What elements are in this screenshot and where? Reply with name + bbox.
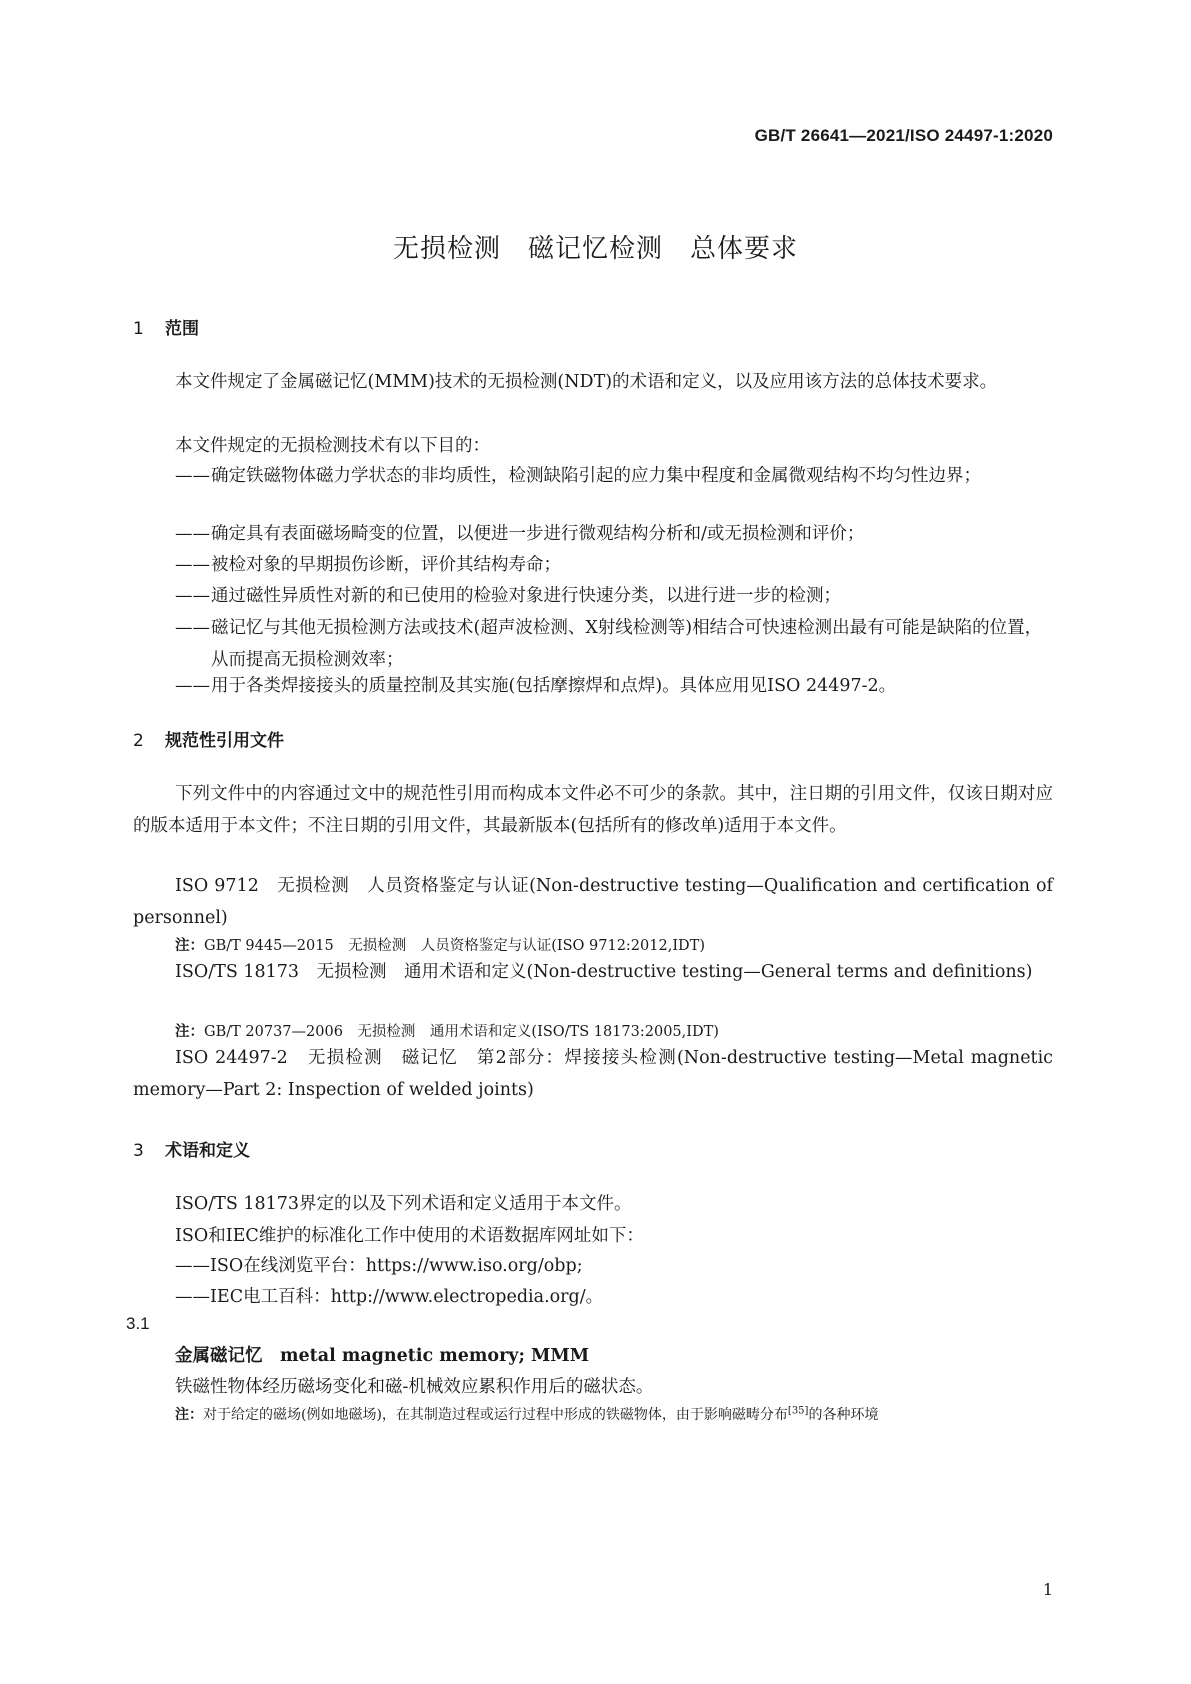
purpose-item-text: 确定具有表面磁场畸变的位置，以便进一步进行微观结构分析和/或无损检测和评价； (211, 524, 865, 544)
citation-ref: [35] (787, 1405, 809, 1417)
section-2-heading (133, 726, 284, 751)
standard-code: GB/T 26641—2021/ISO 24497-1:2020 (754, 126, 1053, 145)
dash-marker: —— (175, 524, 210, 544)
purpose-item-2 (175, 518, 1053, 550)
note-text-b: 的各种环境 (808, 1407, 879, 1423)
term-definition: 铁磁性物体经历磁场变化和磁-机械效应累积作用后的磁状态。 (175, 1377, 654, 1397)
purpose-item-text: 确定铁磁物体磁力学状态的非均质性，检测缺陷引起的应力集中程度和金属微观结构不均匀性边界； (211, 466, 981, 486)
section-3-title: 术语和定义 (165, 1141, 250, 1161)
dash-marker: —— (175, 618, 210, 638)
purpose-item-4 (175, 580, 1053, 612)
dash-marker: —— (175, 1256, 210, 1276)
section-1-heading (133, 314, 199, 339)
normative-reference-1: ISO 9712 无损检测 人员资格鉴定与认证(Non-destructive testing—Qualification and certification of personnel) (133, 876, 1053, 928)
note-text-a: 对于给定的磁场(例如地磁场)，在其制造过程或运行过程中形成的铁磁物体，由于影响磁畴分布 (203, 1407, 788, 1423)
section-3-number: 3 (133, 1141, 144, 1161)
dash-marker: —— (175, 555, 210, 575)
purpose-item-text: 磁记忆与其他无损检测方法或技术(超声波检测、X射线检测等)相结合可快速检测出最有可能是缺陷的位置，从而提高无损检测效率； (211, 618, 1043, 670)
purpose-item-3 (175, 549, 1053, 581)
term-database-iso (175, 1252, 583, 1277)
purpose-item-text: 通过磁性异质性对新的和已使用的检验对象进行快速分类，以进行进一步的检测； (211, 586, 841, 606)
section-1-number: 1 (133, 319, 144, 339)
section-2-number: 2 (133, 731, 144, 751)
purpose-item-text: 用于各类焊接接头的质量控制及其实施(包括摩擦焊和点焊)。具体应用见ISO 24497-2。 (211, 676, 897, 696)
term-number: 3.1 (126, 1314, 150, 1333)
section-1-paragraph-2: 本文件规定的无损检测技术有以下目的： (175, 436, 490, 456)
link-text: ISO在线浏览平台：https://www.iso.org/obp; (210, 1256, 583, 1276)
purpose-item-6 (175, 670, 1053, 702)
link-text: IEC电工百科：http://www.electropedia.org/。 (210, 1287, 604, 1307)
normative-reference-2: ISO/TS 18173 无损检测 通用术语和定义(Non-destructive testing—General terms and definitions) (175, 962, 1033, 982)
note-text: GB/T 20737—2006 无损检测 通用术语和定义(ISO/TS 18173:2005,IDT) (204, 1024, 719, 1040)
document-title: 无损检测 磁记忆检测 总体要求 (392, 234, 798, 264)
purpose-item-5 (175, 612, 1053, 676)
section-1-paragraph-1: 本文件规定了金属磁记忆(MMM)技术的无损检测(NDT)的术语和定义，以及应用该方法的总体技术要求。 (175, 372, 998, 392)
section-2-paragraph: 下列文件中的内容通过文中的规范性引用而构成本文件必不可少的条款。其中，注日期的引用文件，仅该日期对应的版本适用于本文件；不注日期的引用文件，其最新版本(包括所有的修改单)适用于本文件。 (133, 784, 1053, 836)
section-1-title: 范围 (165, 319, 199, 339)
dash-marker: —— (175, 676, 210, 696)
page-number: 1 (1042, 1580, 1053, 1599)
dash-marker: —— (175, 1287, 210, 1307)
section-3-paragraph-2: ISO和IEC维护的标准化工作中使用的术语数据库网址如下： (175, 1226, 644, 1246)
note-2 (175, 1020, 719, 1041)
section-3-paragraph-1: ISO/TS 18173界定的以及下列术语和定义适用于本文件。 (175, 1194, 632, 1214)
dash-marker: —— (175, 466, 210, 486)
purpose-item-text: 被检对象的早期损伤诊断，评价其结构寿命； (211, 555, 561, 575)
term-database-iec (175, 1283, 603, 1308)
term-note (175, 1404, 878, 1424)
normative-reference-3: ISO 24497-2 无损检测 磁记忆 第2部分：焊接接头检测(Non-destructive testing—Metal magnetic memory—Part 2: Inspection of welded joints) (133, 1048, 1053, 1100)
dash-marker: —— (175, 586, 210, 606)
section-2-title: 规范性引用文件 (165, 731, 284, 751)
note-label: 注： (175, 1024, 204, 1040)
note-label: 注： (175, 938, 204, 954)
purpose-item-1 (175, 460, 1053, 492)
term-name: 金属磁记忆 metal magnetic memory; MMM (175, 1346, 590, 1366)
note-text: GB/T 9445—2015 无损检测 人员资格鉴定与认证(ISO 9712:2012,IDT) (204, 938, 705, 954)
note-label: 注： (175, 1407, 203, 1423)
note-1 (175, 934, 705, 955)
section-3-heading (133, 1136, 250, 1161)
